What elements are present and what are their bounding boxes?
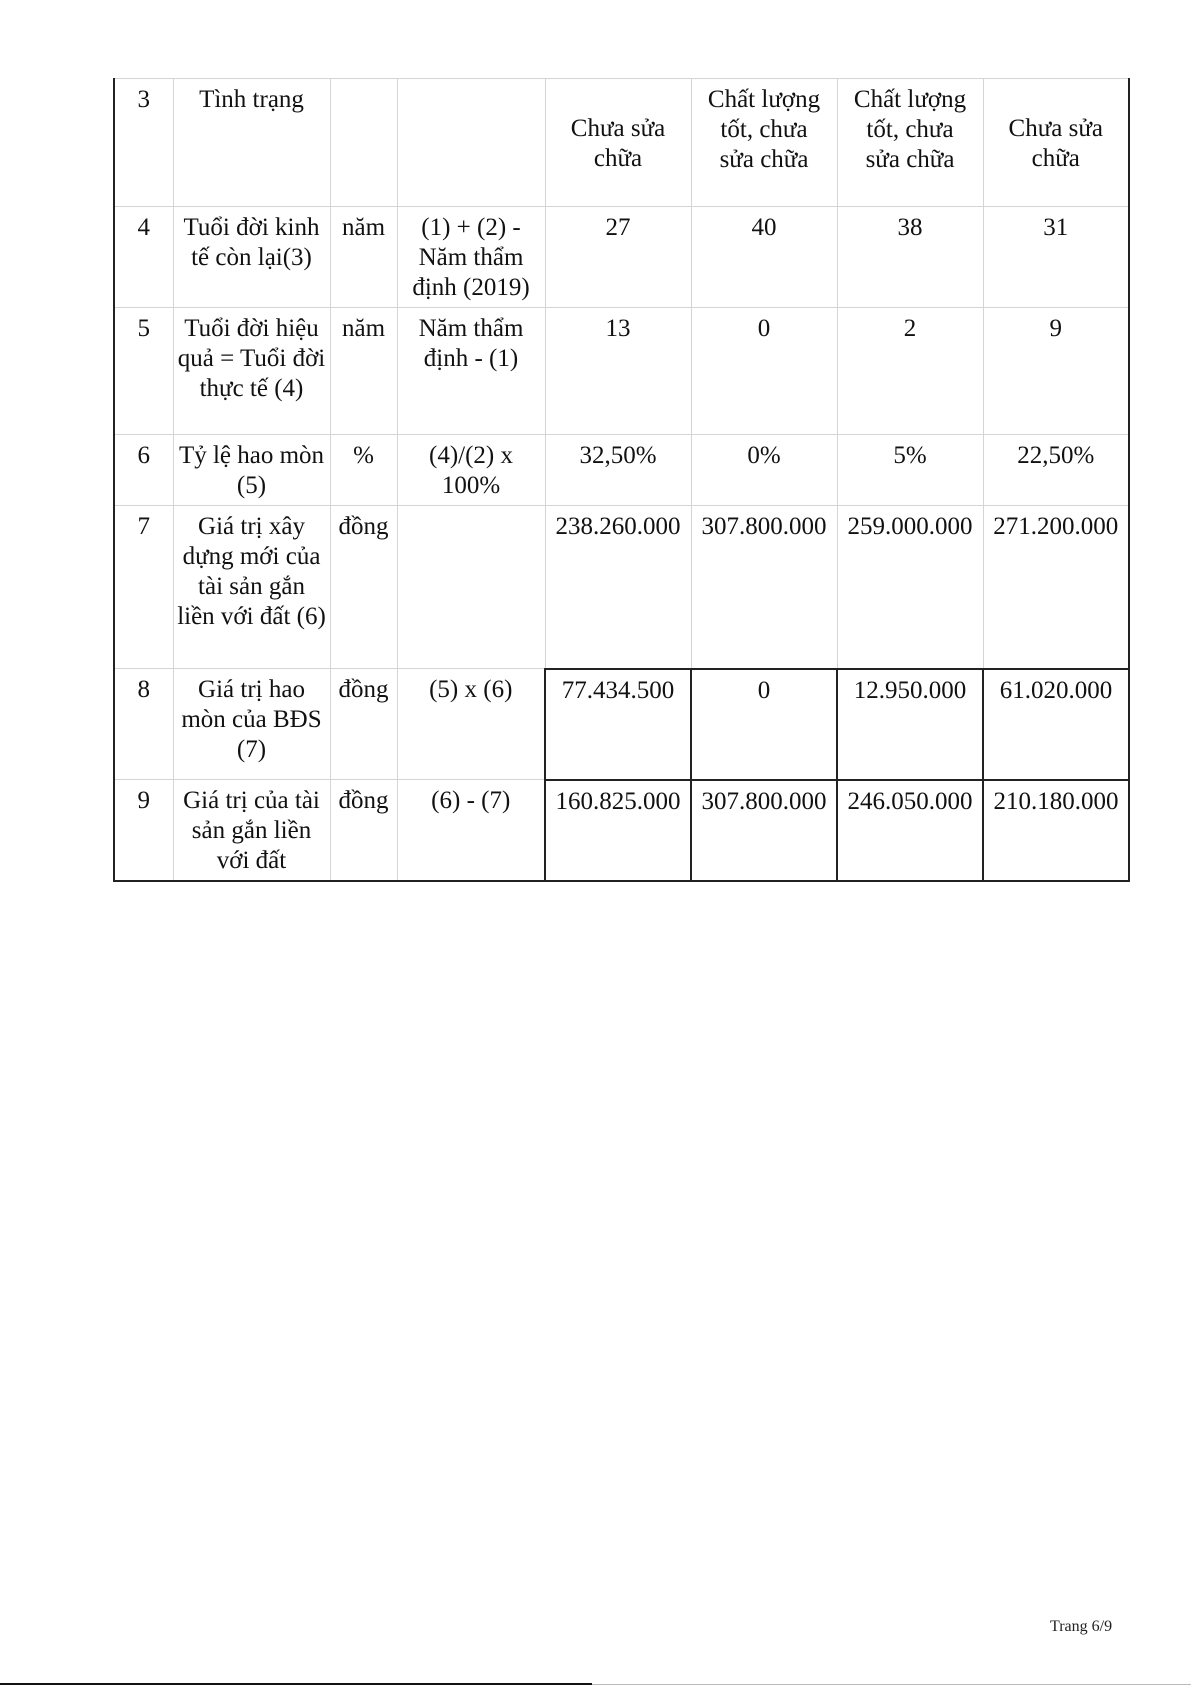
table-row bbox=[114, 669, 1129, 780]
asset-2-cell: 307.800.000 bbox=[691, 780, 837, 882]
formula-cell bbox=[397, 506, 545, 669]
valuation-table bbox=[113, 78, 1130, 882]
asset-1-value: Chưa sửa chữa bbox=[570, 114, 666, 172]
formula-cell: (1) + (2) - Năm thẩm định (2019) bbox=[397, 207, 545, 308]
formula-cell bbox=[397, 79, 545, 207]
asset-4-cell: 61.020.000 bbox=[983, 669, 1129, 780]
row-number: 4 bbox=[114, 207, 173, 308]
unit-cell: đồng bbox=[330, 669, 397, 780]
row-number: 3 bbox=[114, 79, 173, 207]
asset-4-cell: 271.200.000 bbox=[983, 506, 1129, 669]
asset-3-cell: 12.950.000 bbox=[837, 669, 983, 780]
asset-4-value: Chưa sửa chữa bbox=[1008, 114, 1103, 172]
asset-3-cell: 246.050.000 bbox=[837, 780, 983, 882]
asset-4-cell bbox=[983, 79, 1129, 207]
criteria-cell: Tỷ lệ hao mòn (5) bbox=[173, 435, 330, 506]
table-row bbox=[114, 308, 1129, 435]
criteria-cell: Giá trị của tài sản gắn liền với đất bbox=[173, 780, 330, 882]
formula-cell: Năm thẩm định - (1) bbox=[397, 308, 545, 435]
unit-cell: đồng bbox=[330, 780, 397, 882]
formula-cell: (4)/(2) x 100% bbox=[397, 435, 545, 506]
unit-cell bbox=[330, 79, 397, 207]
asset-3-cell: 2 bbox=[837, 308, 983, 435]
asset-1-cell: 238.260.000 bbox=[545, 506, 691, 669]
row-number: 9 bbox=[114, 780, 173, 882]
asset-1-cell: 32,50% bbox=[545, 435, 691, 506]
asset-2-cell: 0% bbox=[691, 435, 837, 506]
asset-2-cell: 0 bbox=[691, 308, 837, 435]
criteria-cell: Tuổi đời kinh tế còn lại(3) bbox=[173, 207, 330, 308]
asset-3-value: Chất lượng tốt, chưa sửa chữa bbox=[853, 86, 967, 173]
row-number: 8 bbox=[114, 669, 173, 780]
formula-cell: (5) x (6) bbox=[397, 669, 545, 780]
asset-4-cell: 22,50% bbox=[983, 435, 1129, 506]
table-row bbox=[114, 780, 1129, 882]
table-row bbox=[114, 79, 1129, 207]
row-number: 6 bbox=[114, 435, 173, 506]
unit-cell: đồng bbox=[330, 506, 397, 669]
asset-2-value: Chất lượng tốt, chưa sửa chữa bbox=[707, 86, 821, 173]
unit-cell: % bbox=[330, 435, 397, 506]
asset-3-cell: 5% bbox=[837, 435, 983, 506]
asset-3-cell bbox=[837, 79, 983, 207]
asset-1-cell bbox=[545, 79, 691, 207]
asset-1-cell: 77.434.500 bbox=[545, 669, 691, 780]
asset-4-cell: 210.180.000 bbox=[983, 780, 1129, 882]
page-number: Trang 6/9 bbox=[1050, 1618, 1113, 1635]
asset-4-cell: 9 bbox=[983, 308, 1129, 435]
formula-cell: (6) - (7) bbox=[397, 780, 545, 882]
asset-2-cell: 40 bbox=[691, 207, 837, 308]
asset-3-cell: 38 bbox=[837, 207, 983, 308]
criteria-cell: Tuổi đời hiệu quả = Tuổi đời thực tế (4) bbox=[173, 308, 330, 435]
criteria-cell: Giá trị xây dựng mới của tài sản gắn liền với đất (6) bbox=[173, 506, 330, 669]
asset-1-cell: 160.825.000 bbox=[545, 780, 691, 882]
table-row bbox=[114, 207, 1129, 308]
asset-1-cell: 13 bbox=[545, 308, 691, 435]
asset-2-cell: 307.800.000 bbox=[691, 506, 837, 669]
unit-cell: năm bbox=[330, 207, 397, 308]
asset-2-cell bbox=[691, 79, 837, 207]
table-row bbox=[114, 435, 1129, 506]
asset-4-cell: 31 bbox=[983, 207, 1129, 308]
row-number: 7 bbox=[114, 506, 173, 669]
asset-1-cell: 27 bbox=[545, 207, 691, 308]
table-row bbox=[114, 506, 1129, 669]
unit-cell: năm bbox=[330, 308, 397, 435]
criteria-cell: Giá trị hao mòn của BĐS (7) bbox=[173, 669, 330, 780]
row-number: 5 bbox=[114, 308, 173, 435]
asset-3-cell: 259.000.000 bbox=[837, 506, 983, 669]
asset-2-cell: 0 bbox=[691, 669, 837, 780]
criteria-cell: Tình trạng bbox=[173, 79, 330, 207]
